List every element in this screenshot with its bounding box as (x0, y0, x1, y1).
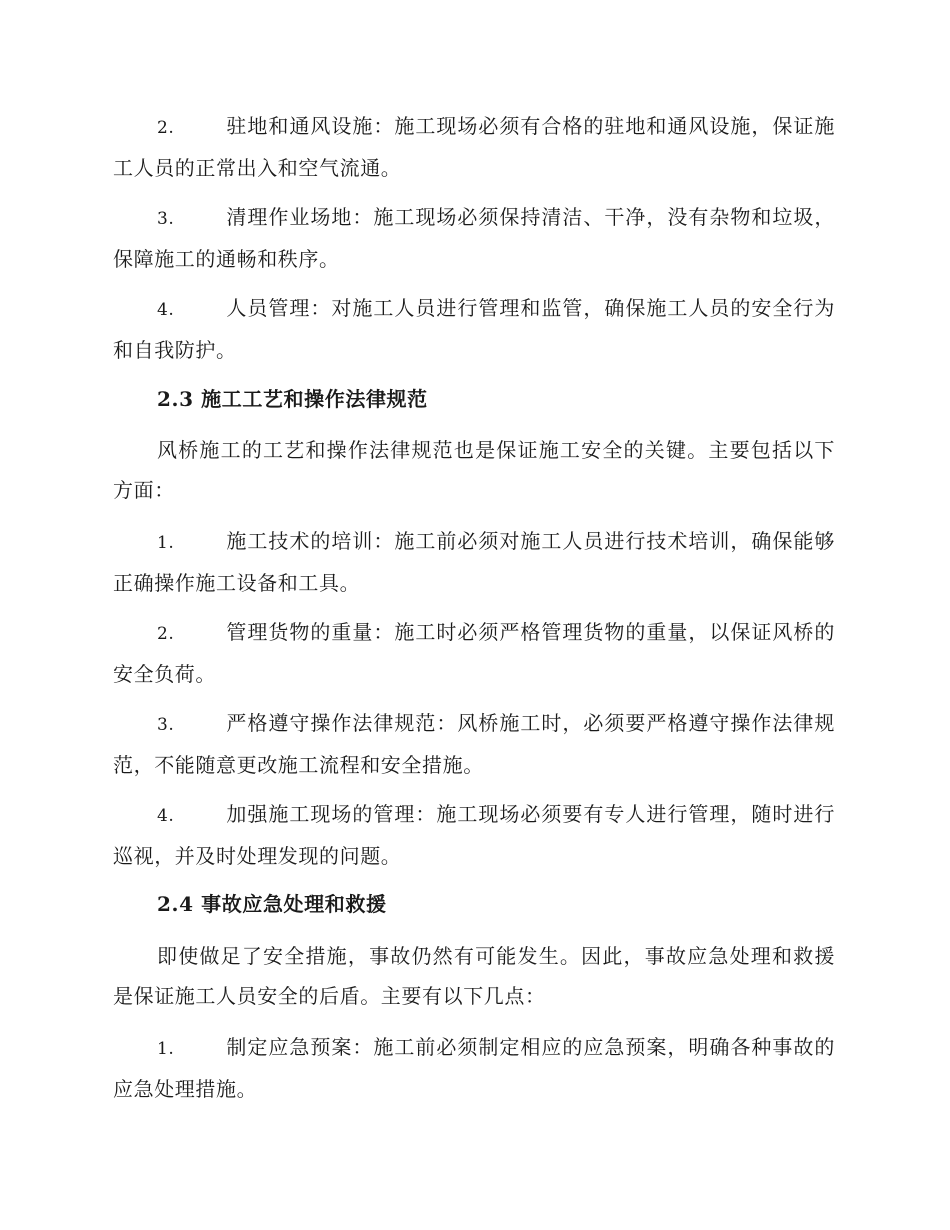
section-heading: 2.3 施工工艺和操作法律规范 (157, 387, 428, 411)
list-item (113, 521, 835, 603)
list-number: 4. (157, 806, 175, 826)
list-text: 加强施工现场的管理：施工现场必须要有专人进行管理，随时进行巡视，并及时处理发现的问题。 (113, 802, 835, 868)
list-number: 3. (157, 715, 175, 735)
section-intro: 即使做足了安全措施，事故仍然有可能发生。因此，事故应急处理和救援是保证施工人员安全的后盾。主要有以下几点： (113, 944, 835, 1008)
list-number: 3. (157, 209, 175, 229)
list-item (113, 288, 835, 370)
list-number: 1. (157, 533, 175, 553)
list-text: 人员管理：对施工人员进行管理和监管，确保施工人员的安全行为和自我防护。 (113, 296, 835, 362)
list-text: 管理货物的重量：施工时必须严格管理货物的重量，以保证风桥的安全负荷。 (113, 620, 835, 686)
list-item (113, 1027, 835, 1109)
list-item (113, 703, 835, 785)
list-number: 4. (157, 300, 175, 320)
list-text: 制定应急预案：施工前必须制定相应的应急预案，明确各种事故的应急处理措施。 (113, 1035, 835, 1101)
list-item (113, 106, 835, 188)
list-item (113, 612, 835, 694)
list-number: 2. (157, 624, 175, 644)
list-item (113, 794, 835, 876)
list-text: 清理作业场地：施工现场必须保持清洁、干净，没有杂物和垃圾，保障施工的通畅和秩序。 (113, 205, 835, 271)
section-intro: 风桥施工的工艺和操作法律规范也是保证施工安全的关键。主要包括以下方面： (113, 438, 835, 502)
section-heading: 2.4 事故应急处理和救援 (157, 892, 387, 916)
list-text: 严格遵守操作法律规范：风桥施工时，必须要严格遵守操作法律规范，不能随意更改施工流程和安全措施。 (113, 711, 835, 777)
list-text: 施工技术的培训：施工前必须对施工人员进行技术培训，确保能够正确操作施工设备和工具。 (113, 529, 835, 595)
list-number: 1. (157, 1039, 175, 1059)
list-text: 驻地和通风设施：施工现场必须有合格的驻地和通风设施，保证施工人员的正常出入和空气流通。 (113, 114, 835, 180)
list-item (113, 197, 835, 279)
list-number: 2. (157, 118, 175, 138)
